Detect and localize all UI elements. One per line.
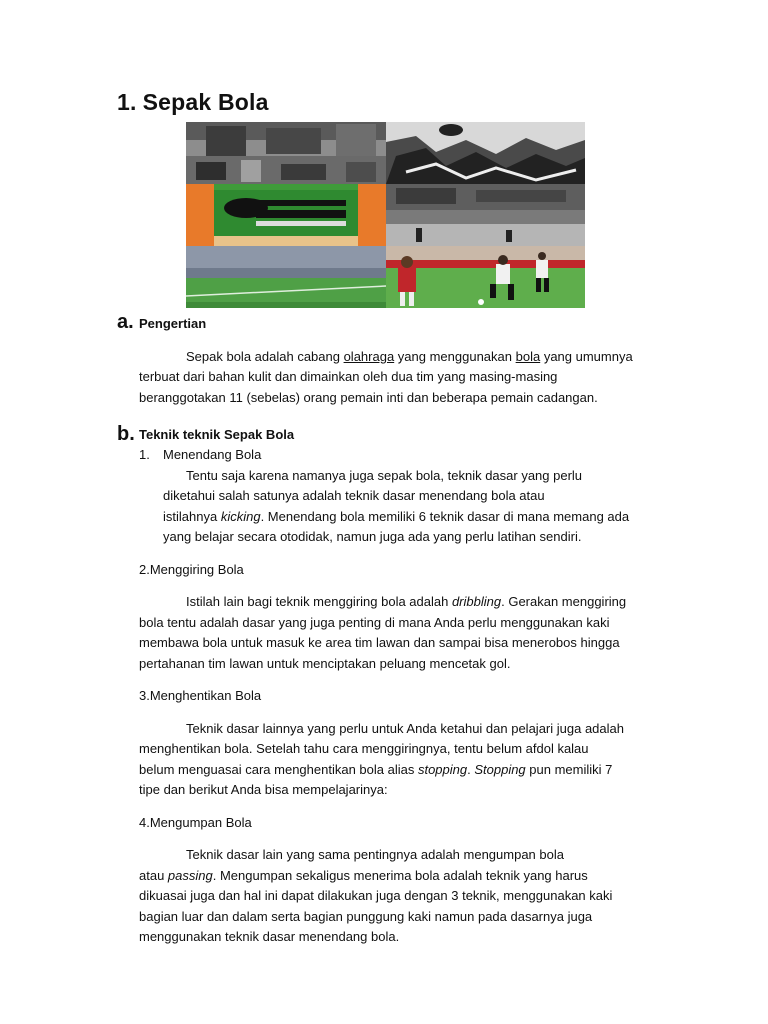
item1-line-1: Tentu saja karena namanya juga sepak bola, teknik dasar yang perlu: [186, 468, 583, 483]
historic-crowd-photo: [186, 122, 386, 184]
item1-line-2: diketahui salah satunya adalah teknik dasar menendang bola atau: [163, 488, 545, 503]
football-collage-image: [186, 122, 585, 308]
item3-line-4: tipe dan berikut Anda bisa mempelajarinya:: [139, 782, 388, 797]
players-on-pitch-photo: [386, 246, 585, 308]
item3-line-3: belum menguasai cara menghentikan bola alias stopping. Stopping pun memiliki 7: [139, 762, 613, 777]
item1-number: 1.: [139, 447, 150, 462]
item1-title: Menendang Bola: [163, 447, 262, 462]
item3-line-2: menghentikan bola. Setelah tahu cara menggiringnya, tentu belum afdol kalau: [139, 741, 589, 756]
item4-line-3: dikuasai juga dan hal ini dapat dilakukan juga dengan 3 teknik, menggunakan kaki: [139, 888, 613, 903]
page-title: [117, 89, 269, 116]
item2-line-3: membawa bola untuk masuk ke area tim lawan dan sampai bisa menerobos hingga: [139, 635, 620, 650]
item2-line-1: Istilah lain bagi teknik menggiring bola adalah dribbling. Gerakan menggiring: [186, 594, 627, 609]
item1-line-3: istilahnya kicking. Menendang bola memiliki 6 teknik dasar di mana memang ada: [163, 509, 630, 524]
heading-text: Sepak Bola: [142, 89, 269, 115]
football-league-logo: [186, 184, 386, 246]
vintage-football-illustration: [386, 122, 585, 184]
item3-title: 3.Menghentikan Bola: [139, 688, 262, 703]
section-b-title: Teknik teknik Sepak Bola: [139, 427, 295, 442]
definition-line-2: terbuat dari bahan kulit dan dimainkan oleh dua tim yang masing-masing: [139, 369, 558, 384]
heading-number: 1.: [117, 89, 137, 115]
item4-line-1: Teknik dasar lain yang sama pentingnya adalah mengumpan bola: [186, 847, 564, 862]
definition-line-1: Sepak bola adalah cabang olahraga yang menggunakan bola yang umumnya: [186, 349, 633, 364]
item2-line-2: bola tentu adalah dasar yang juga penting di mana Anda perlu menggunakan kaki: [139, 615, 610, 630]
item1-line-4: yang belajar secara otodidak, namun juga ada yang perlu latihan sendiri.: [163, 529, 582, 544]
item4-line-2: atau passing. Mengumpan sekaligus menerima bola adalah teknik yang harus: [139, 868, 588, 883]
link-bola[interactable]: bola: [515, 349, 541, 364]
item3-line-1: Teknik dasar lainnya yang perlu untuk Anda ketahui dan pelajari juga adalah: [186, 721, 624, 736]
item2-line-4: pertahanan tim lawan untuk menciptakan peluang mencetak gol.: [139, 656, 511, 671]
definition-line-3: beranggotakan 11 (sebelas) orang pemain inti dan beberapa pemain cadangan.: [139, 390, 598, 405]
old-stadium-photo: [386, 184, 585, 246]
section-a-marker: a.: [117, 311, 134, 333]
item4-line-4: bagian luar dan dalam serta bagian punggung kaki namun pada dasarnya juga: [139, 909, 593, 924]
section-b-marker: b.: [117, 423, 135, 445]
item4-line-5: menggunakan teknik dasar menendang bola.: [139, 929, 400, 944]
item2-title: 2.Menggiring Bola: [139, 562, 244, 577]
section-a-title: Pengertian: [139, 316, 207, 331]
item4-title: 4.Mengumpan Bola: [139, 815, 252, 830]
link-olahraga[interactable]: olahraga: [343, 349, 395, 364]
modern-stadium-photo: [186, 246, 386, 308]
